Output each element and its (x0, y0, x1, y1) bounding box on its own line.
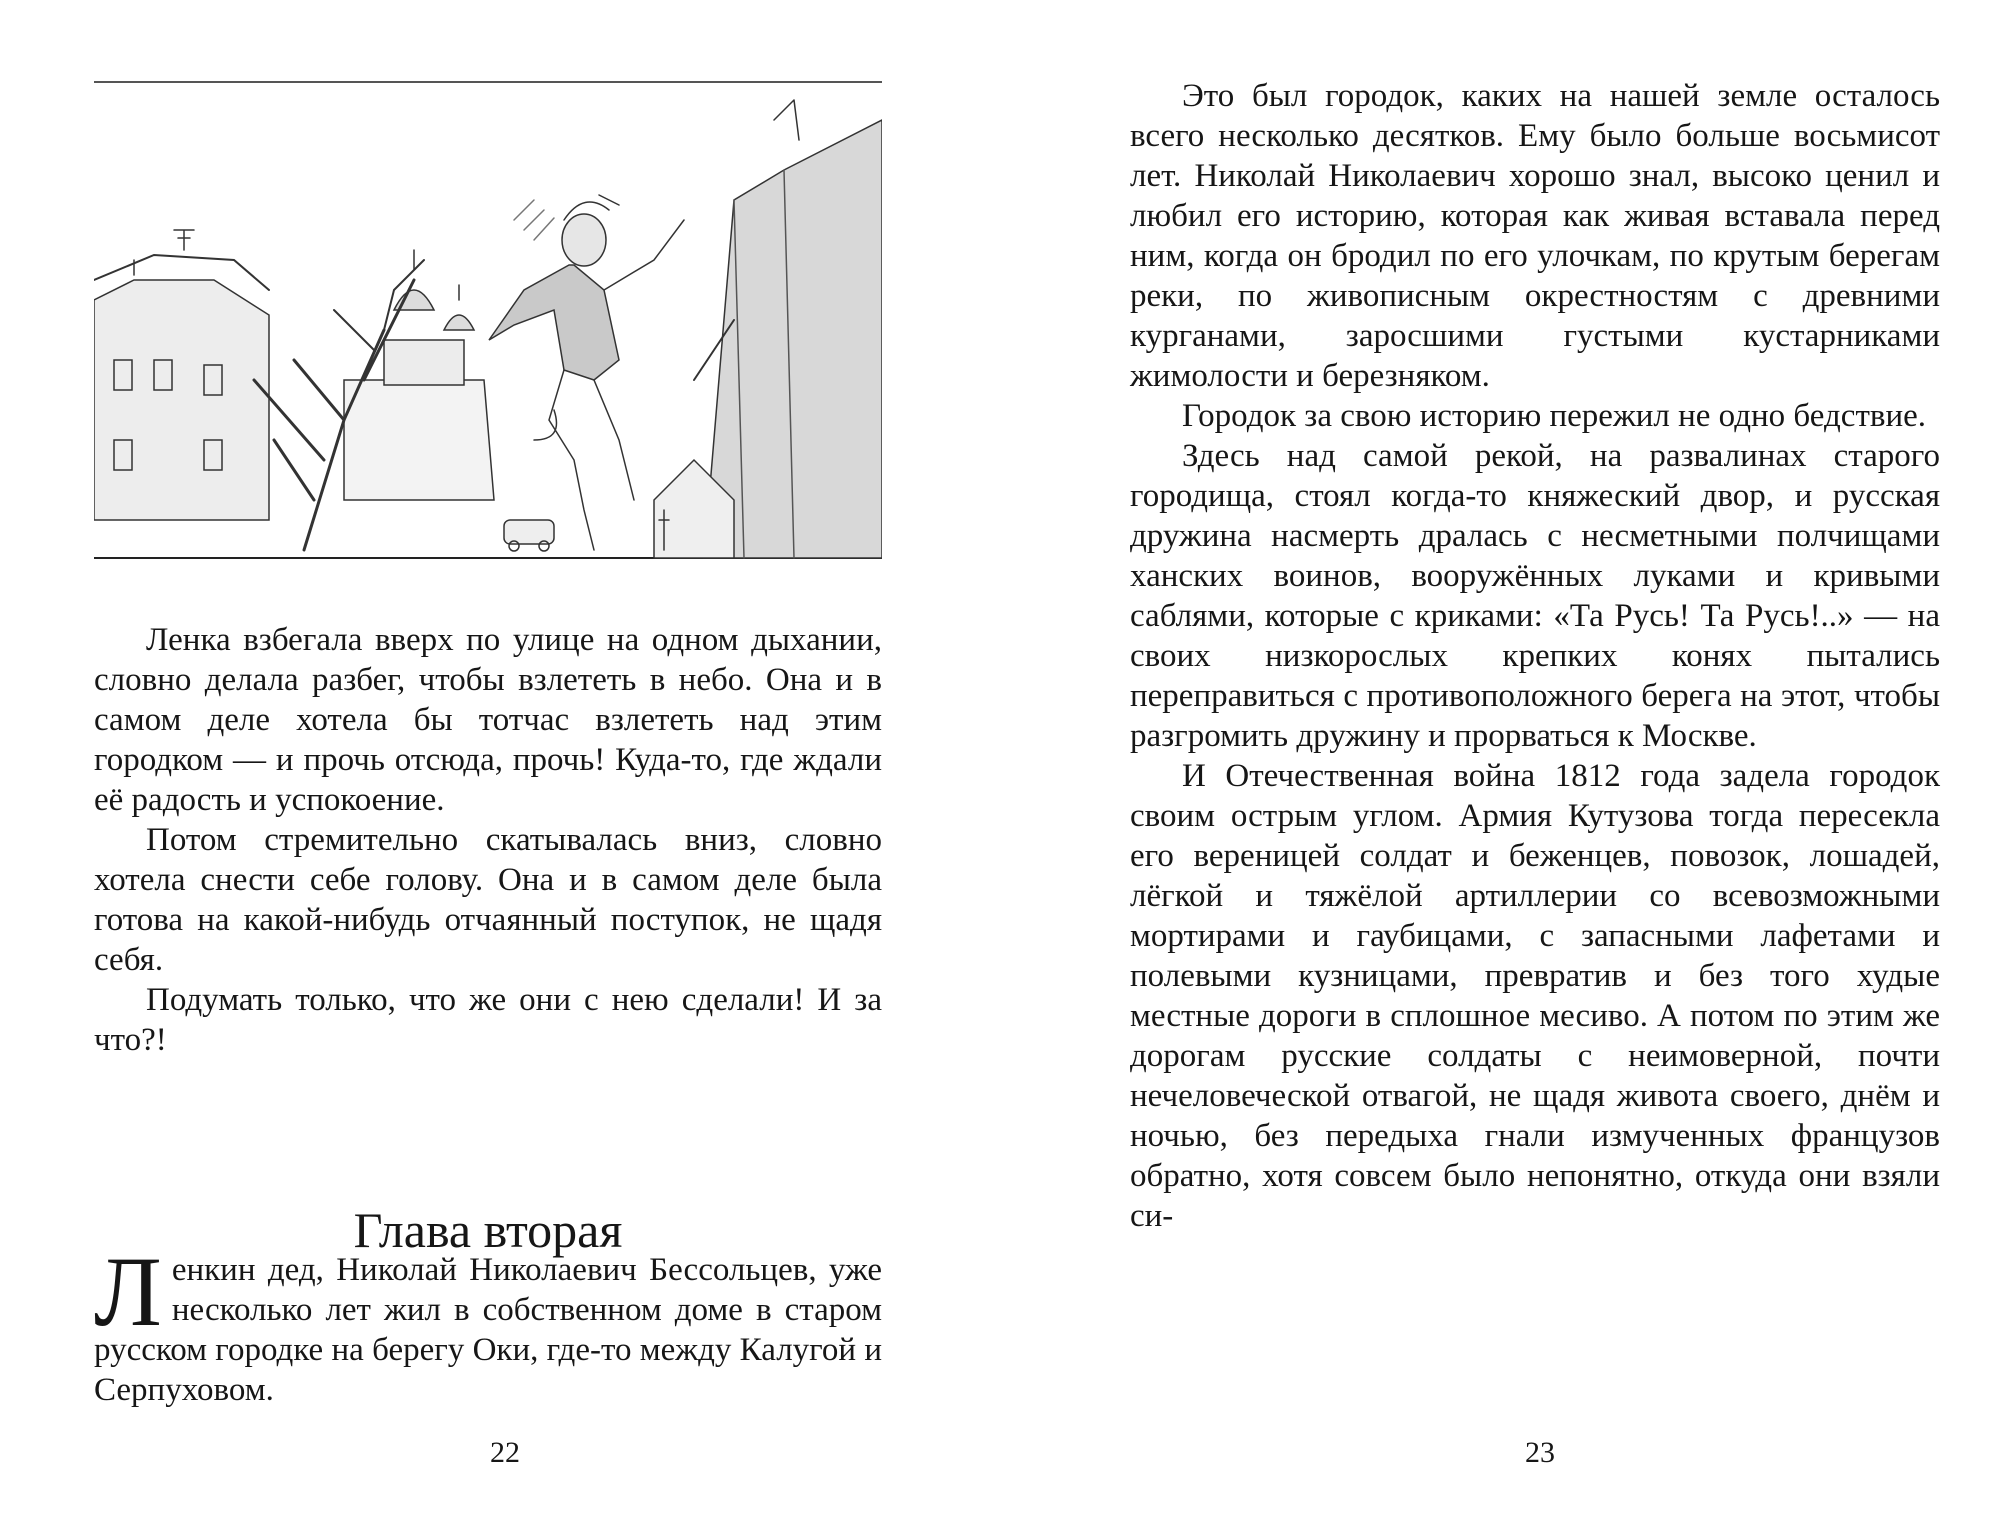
paragraph: Ленка взбегала вверх по улице на одном дыхании, словно делала разбег, чтобы взлететь в небо. Она и в самом деле хотела бы тотчас взлететь над этим городком — и прочь отсюда, прочь! Куда-то, где ждали её радость и успокоение. (94, 622, 882, 818)
right-page (1000, 0, 2000, 1537)
chapter-first-paragraph (94, 1236, 882, 1410)
paragraph: Здесь над самой рекой, на развалинах старого городища, стоял когда-то княжеский двор, и русская дружина насмерть дралась с несметными полчищами ханских воинов, вооружённых луками и кривыми саблями, которые с криками: «Та Русь! Та Русь!..» — на своих низкорослых крепких конях пытались переправиться с противоположного берега на этот, чтобы разгромить дружину и прорваться к Москве. (1130, 438, 1940, 754)
paragraph: И Отечественная война 1812 года задела городок своим острым углом. Армия Кутузова тогда пересекла его вереницей солдат и беженцев, повозок, лошадей, лёгкой и тяжёлой артиллерии со всевозможными мортирами и гаубицами, с запасными лафетами и полевыми кузницами, превратив и без того худые местные дороги в сплошное месиво. А потом по этим же дорогам русские солдаты с неимоверной, почти нечеловеческой отвагой, не щадя живота своего, днём и ночью, без передыха гнали измученных французов обратно, хотя совсем было непонятно, откуда они взяли си- (1130, 758, 1940, 1234)
chapter-title: Глава вторая (353, 1201, 623, 1258)
right-page-text (1130, 76, 1940, 1236)
left-page-text (94, 620, 882, 1060)
chapter-opening (94, 1236, 882, 1410)
page-number-right: 23 (1525, 1436, 1555, 1469)
drop-cap: Л (94, 1236, 162, 1347)
paragraph: Потом стремительно скатывалась вниз, словно хотела снести себе голову. Она и в самом деле была готова на какой-нибудь отчаянный поступок, не щадя себя. (94, 822, 882, 978)
paragraph: Подумать только, что же они с нею сделали! И за что?! (94, 982, 882, 1058)
paragraph: Городок за свою историю пережил не одно бедствие. (1182, 398, 1926, 434)
paragraph: Это был городок, каких на нашей земле осталось всего несколько десятков. Ему было больше восьмисот лет. Николай Николаевич хорошо знал, высоко ценил и любил его историю, которая как живая вставала перед ним, когда он бродил по его улочкам, по крутым берегам реки, по живописным окрестностям с древними курганами, заросшими густыми кустарниками жимолости и березняком. (1130, 78, 1940, 394)
page-number-left: 22 (490, 1436, 520, 1469)
street-scene-illustration (94, 80, 882, 562)
chapter-first-paragraph-text: енкин дед, Николай Николаевич Бессольцев, уже несколько лет жил в собственном доме в старом русском городке на берегу Оки, где-то между Калугой и Серпуховом. (94, 1252, 882, 1408)
